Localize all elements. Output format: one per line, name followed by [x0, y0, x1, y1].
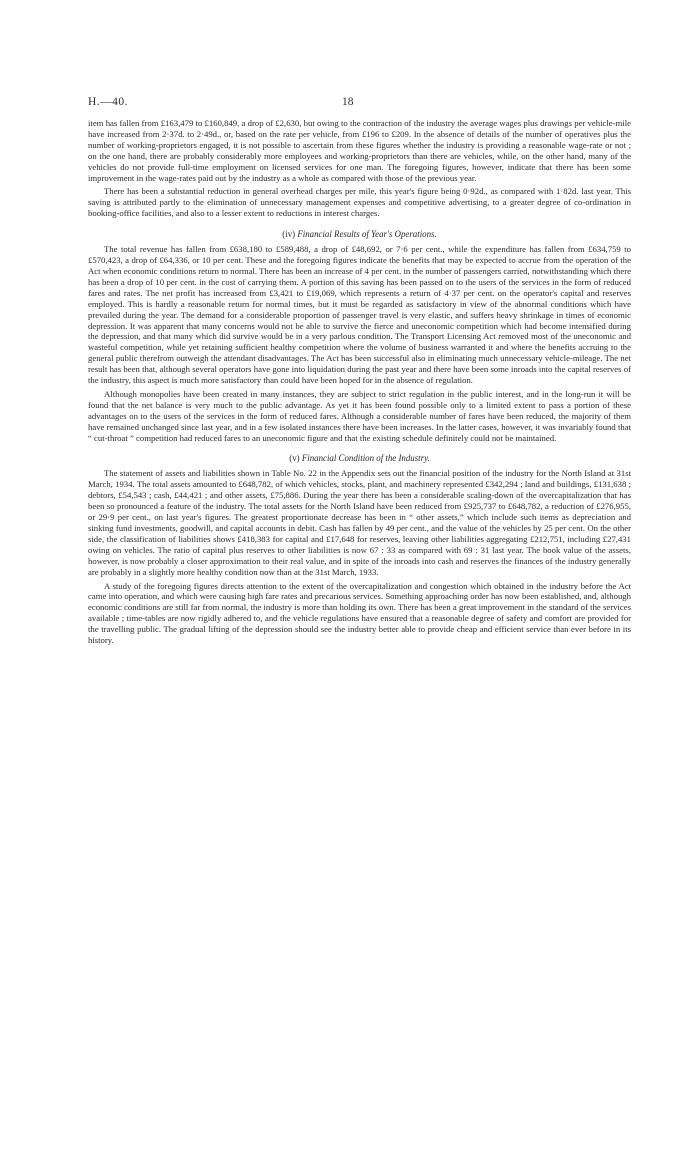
document-reference: H.—40.	[88, 96, 129, 108]
paragraph-study: A study of the foregoing figures directs attention to the extent of the overcapitalization and congestion which obtained in the industry before the Act came into operation, and which were causing high fare rates and precarious services. Something approaching order has now been established, and, although economic conditions are still far from normal, the industry is more than holding its own. There has been a great improvement in the standard of the services available ; time-tables are now rigidly adhered to, and the vehicle regulations have ensured that a reasonable degree of safety and comfort are provided for the travelling public. The gradual lifting of the depression should see the industry better able to provide cheap and efficient service than ever before in its history.	[88, 580, 631, 646]
section-heading-title: Financial Results of Year's Operations.	[297, 229, 437, 240]
document-page	[88, 96, 631, 646]
section-heading-number: (iv)	[282, 229, 296, 240]
paragraph-overheads: There has been a substantial reduction in general overhead charges per mile, this year's figure being 0·92d., as compared with 1·82d. last year. This saving is attributed partly to the elimination of unnecessary management expenses and competitive advertising, to a greater degree of co-ordination in booking-office facilities, and also to a lesser extent to reductions in interest charges.	[88, 186, 631, 219]
page-header	[88, 96, 631, 118]
section-heading	[88, 453, 631, 464]
paragraph-revenue: The total revenue has fallen from £638,180 to £589,488, a drop of £48,692, or 7·6 per cent., while the expenditure has fallen from £634,759 to £570,423, a drop of £64,336, or 10 per cent. These and the foregoing figures indicate the benefits that may be expected to accrue from the operation of the Act when economic conditions return to normal. There has been an increase of 4 per cent. in the number of passengers carried, notwithstanding which there has been a drop of 10 per cent. in the cost of carrying them. A portion of this saving has been passed on to the users of the services in the form of reduced fares and rates. The net profit has increased from £3,421 to £19,069, which represents a return of 4·37 per cent. on the operator's capital and reserves employed. This is hardly a reasonable return for normal times, but it must be regarded as satisfactory in view of the abnormal conditions which have prevailed during the year. The demand for a considerable proportion of passenger travel is very elastic, and suffers heavy shrinkage in times of economic depression. It was apparent that many concerns would not be able to survive the fierce and uneconomic competition which had become intensified during the depression, and that many which did survive would be in a very parlous condition. The Transport Licensing Act removed most of the uneconomic and wasteful competition, while yet retaining sufficient healthy competition where the volume of business warranted it and where the benefits accruing to the general public therefrom outweigh the attendant disadvantages. The Act has been successful also in eliminating much unnecessary vehicle-mileage. The net result has been that, although several operators have gone into liquidation during the past year and there have been some inroads into the capital reserves of the industry, this aspect is much more satisfactory than could have been hoped for in the absence of regulation.	[88, 244, 631, 386]
section-heading-number: (v)	[289, 453, 300, 464]
section-financial-condition	[88, 453, 631, 646]
paragraph-wages: item has fallen from £163,479 to £160,849, a drop of £2,630, but owing to the contraction of the industry the average wages plus drawings per vehicle-mile have increased from 2·37d. to 2·49d., or, based on the rate per vehicle, from £196 to £209. In the absence of details of the number of operatives plus the number of working-proprietors engaged, it is not possible to ascertain from these figures whether the industry is providing a reasonable wage-rate or not ; on the one hand, there are probably considerably more employees and working-proprietors than there are vehicles, while, on the other hand, many of the vehicles do not provide full-time employment on licensed services for one man. The foregoing figures, however, indicate that there has been some improvement in the wage-rates paid out by the industry as a whole as compared with those of the previous year.	[88, 118, 631, 183]
page-number: 18	[342, 96, 354, 108]
section-heading	[88, 229, 631, 240]
section-financial-results	[88, 229, 631, 443]
paragraph-monopolies: Although monopolies have been created in many instances, they are subject to strict regulation in the public interest, and in the long-run it will be found that the net balance is very much to the public advantage. As yet it has been found possible only to a limited extent to pass a portion of these advantages on to the users of the services in the form of reduced fares. Although a considerable number of fares have been reduced, the majority of them have remained unchanged since last year, and in a few isolated instances there have been increases. In the latter cases, however, it was invariably found that “ cut-throat ” competition had reduced fares to an uneconomic figure and that the existing schedule definitely could not be maintained.	[88, 388, 631, 443]
paragraph-assets-liabilities: The statement of assets and liabilities shown in Table No. 22 in the Appendix sets out the financial position of the industry for the North Island at 31st March, 1934. The total assets amounted to £648,782, of which vehicles, stocks, plant, and machinery represented £342,294 ; land and buildings, £131,638 ; debtors, £54,543 ; cash, £44,421 ; and other assets, £75,886. During the year there has been a considerable scaling-down of the overcapitalization that has been so pronounced a feature of the industry. The total assets for the North Island have been reduced from £925,737 to £648,782, a reduction of £276,955, or 29·9 per cent., on last year's figures. The greatest proportionate decrease has been in “ other assets,” which include such items as depreciation and sinking fund investments, goodwill, and capital accounts in debit. Cash has fallen by 49 per cent., and the value of the vehicles by 25 per cent. On the other side, the classification of liabilities shows £418,383 for capital and £17,648 for reserves, leaving other liabilities aggregating £212,751, including £27,431 owing on vehicles. The ratio of capital plus reserves to other liabilities is now 67 : 33 as compared with 69 : 31 last year. The book value of the assets, however, is now probably a closer approximation to their real value, and in spite of the inroads into cash and reserves the finances of the industry generally are probably in a slightly more healthy condition now than at the 31st March, 1933.	[88, 468, 631, 577]
section-wages-overheads	[88, 118, 631, 219]
section-heading-title: Financial Condition of the Industry.	[301, 453, 430, 464]
